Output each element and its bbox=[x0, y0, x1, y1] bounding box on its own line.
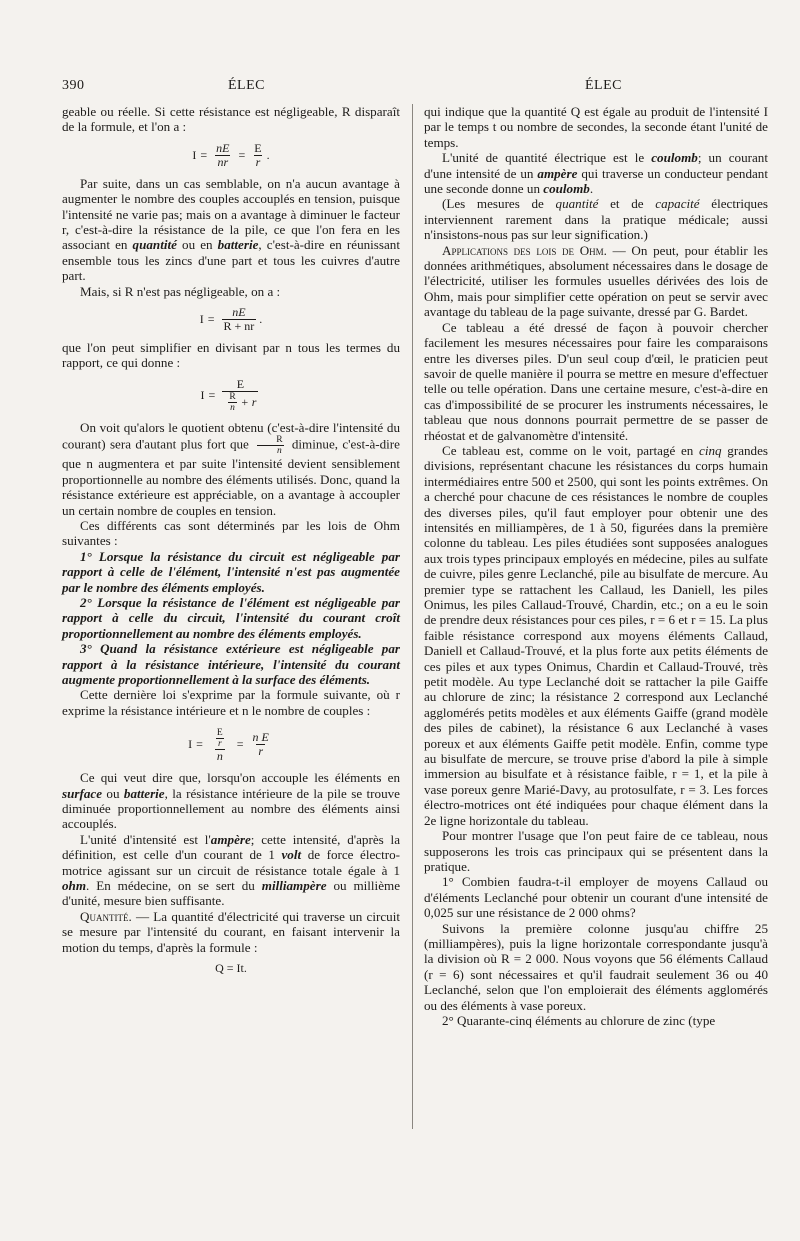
formula-lhs: I bbox=[192, 147, 197, 162]
right-headword: ÉLEC bbox=[585, 78, 622, 93]
paragraph: Quantité. — La quantité d'électricité qui traverse un circuit se mesure par l'intensité du courant, en faisant intervenir la motion du temps, d'après la formule : bbox=[62, 908, 400, 955]
paragraph: Ce qui veut dire que, lorsqu'on accouple les éléments en surface ou batterie, la résistance intérieure de la pile se trouve diminuée proportionnellement au nombre des éléments ainsi accouplés. bbox=[62, 770, 400, 832]
paragraph: Mais, si R n'est pas négligeable, on a : bbox=[80, 283, 281, 299]
formula-numerator: nE bbox=[216, 140, 230, 155]
formula-numerator: E bbox=[254, 140, 262, 155]
paragraph: Suivons la première colonne jusqu'au chiffre 25 (milliampères), puis la ligne horizontale correspondante jusqu'à la division où R = 2 000. Nous voyons que 56 éléments Callaud (r = 6) sont nécessaires et qu'il faudrait seulement 36 ou 40 Leclanché, selon que l'on emploierait des éléments agglomérés ou des éléments à vase poreux. bbox=[424, 920, 768, 1013]
paragraph: 1° Combien faudra-t-il employer de moyens Callaud ou d'éléments Leclanché pour obtenir un courant d'une intensité de 0,025 sur une résistance de 2 000 ohms? bbox=[424, 874, 768, 921]
paragraph: Pour montrer l'usage que l'on peut faire de ce tableau, nous supposerons les trois cas principaux qui se présentent dans la pratique. bbox=[424, 828, 768, 874]
page-number: 390 bbox=[62, 78, 85, 93]
paragraph: que l'on peut simplifier en divisant par n tous les termes du rapport, ce qui donne : bbox=[62, 340, 400, 371]
paragraph: L'unité d'intensité est l'ampère; cette intensité, d'après la définition, est celle d'un courant de 1 volt de force électro-motrice agissant sur un circuit de résistance totale égale à 1 ohm. En médecine, on se sert du milliampère ou millième d'unité, mesure bien suffisante. bbox=[62, 831, 401, 909]
paragraph: On voit qu'alors le quotient obtenu (c'est-à-dire l'intensité du courant) sera d'autant plus fort que $\frac{R}{n}$ diminue, c'est-à-dire que n augmentera et par suite l'intensité devient sensiblement proportionnelle au nombre des éléments utilisés. Donc, quand la résistance extérieure est appréciable, on a avantage à accoupler un certain nombre de couples en tension. bbox=[62, 419, 400, 518]
paragraph: geable ou réelle. Si cette résistance est négligeable, R disparaît de la formule, et l'on a : bbox=[62, 104, 400, 135]
paragraph: Ce tableau est, comme on le voit, partagé en cinq grandes divisions, représentant chacune les résistances du corps humain intermédiaires entre 500 et 2500, qui sont les points extrêmes. On a cherché pour chacune de ces résistances le nombre de couples des diverses piles, qu'il faut employer pour obtenir une des intensités en milliampères, de 1 à 50, figurées dans la première colonne du tableau. Les piles étudiées sont supposées analogues aux trois types principaux employés en médecine, piles au sulfate de cuivre, piles genre Leclanché, pile au bisulfate de mercure. Au premier type se rattachent les Callaud, les Daniell, les piles Onimus, les piles Callaud-Trouvé, Chardin, etc.; on a eu le soin de prendre deux résistances pour ces piles, r = 6 et r = 15. La plus faible résistance correspond aux moyens éléments Callaud, Daniell et Callaud-Trouvé, et la plus forte aux petits éléments de ces piles et aux types Onimus, Chardin et Callaud-Trouvé, très petit modèle. Au type Leclanché doit se rattacher la pile Gaiffe au chlorure de zinc; la résistance 2 correspond aux Leclanché agglomérés petits modèles et aux éléments Gaiffe (grand modèle des piles de cabinet), la résistance 6 aux Leclanché à vases poreux et aux éléments Gaiffe petit modèle. Enfin, comme type au bisulfate de mercure, se trouve prise d'abord la pile à simple immersion au bisulfate et à résistance faible, r = 1, et la pile à vase poreux genre Marié-Davy, au protosulfate, r = 3. Les forces électro-motrices ont été indiquées pour chaque élément dans la 2e ligne horizontale du tableau. bbox=[424, 442, 769, 828]
formula-3: I = E $\frac{R}{n}$ + r bbox=[200, 376, 257, 413]
column-divider bbox=[412, 104, 413, 1129]
section-heading: Applications des lois de Ohm. bbox=[442, 242, 607, 258]
section-heading: Quantité. bbox=[80, 908, 132, 924]
paragraph: 2° Quarante-cinq éléments au chlorure de zinc (type bbox=[442, 1012, 716, 1028]
ohm-law-1: 1° Lorsque la résistance du circuit est négligeable par rapport à celle de l'élément, l'intensité n'est pas augmentée par le nombre des éléments employés. bbox=[62, 548, 400, 595]
left-headword: ÉLEC bbox=[228, 78, 265, 93]
paragraph: Ce tableau a été dressé de façon à pouvoir chercher facilement les mesures nécessaires pour faire les comparaisons entre les diverses piles. D'un seul coup d'œil, le praticien peut savoir de quelle manière il pourra se mettre en mesure d'effectuer telle ou telle opération. Dans une certaine mesure, c'est-à-dire en cas d'impossibilité de se procurer les instruments nécessaires, le tableau que nous donnons pourrait permettre de se passer de rhéostat et de galvanomètre d'intensité. bbox=[424, 319, 768, 443]
formula-4: I = $\frac{\frac{E}{r}}{n}$ = $\frac{\text{n E}}{r}$ bbox=[188, 728, 269, 764]
left-column bbox=[62, 104, 400, 982]
paragraph: Cette dernière loi s'exprime par la formule suivante, où r exprime la résistance intérieure et n le nombre de couples : bbox=[62, 687, 400, 718]
paragraph: L'unité de quantité électrique est le coulomb; un courant d'une intensité de un ampère qui traverse un conducteur pendant une seconde donne un coulomb. bbox=[424, 150, 768, 197]
ohm-law-3: 3° Quand la résistance extérieure est négligeable par rapport à la résistance intérieure, l'intensité du courant augmente proportionnellement à la surface des éléments. bbox=[62, 641, 400, 687]
paragraph: Ces différents cas sont déterminés par les lois de Ohm suivantes : bbox=[62, 517, 400, 549]
paragraph: Applications des lois de Ohm. — On peut, pour établir les données arithmétiques, absolument nécessaires dans le dosage de l'électricité, utiliser les formules usuelles dérivées des lois de Ohm, mais pour simplifier cette opération on peut se servir avec avantage du tableau de la page suivante, dressé par G. Bardet. bbox=[424, 242, 768, 320]
formula-1: I = $\frac{nE}{nr}$ = $\frac{E}{r}$ . bbox=[192, 140, 270, 169]
formula-2: I = $\frac{nE}{R + nr}$ . bbox=[199, 305, 263, 334]
paragraph: Par suite, dans un cas semblable, on n'a aucun avantage à augmenter le nombre des couples accouplés en tension, puisque l'intensité ne varie pas; mais on a avantage à diminuer le facteur r, c'est-à-dire la résistance de la pile, ce que l'on fera en les associant en quantité ou en batterie, c'est-à-dire en réunissant ensemble tous les zincs d'une part et tous les cuivres d'autre part. bbox=[62, 175, 400, 284]
formula-denominator: r bbox=[255, 154, 261, 169]
right-column bbox=[424, 104, 768, 1028]
formula-denominator: nr bbox=[217, 154, 229, 169]
paragraph: (Les mesures de quantité et de capacité électriques interviennent rarement dans la pratique médicale; aussi n'insistons-nous pas sur leur signification.) bbox=[424, 196, 769, 243]
paragraph: qui indique que la quantité Q est égale au produit de l'intensité I par le temps t ou nombre de secondes, la seconde étant l'unité de temps. bbox=[424, 104, 768, 150]
formula-5: Q = It. bbox=[215, 961, 247, 976]
ohm-law-2: 2° Lorsque la résistance de l'élément est négligeable par rapport à celle du circuit, l'intensité du courant croît proportionnellement au nombre des éléments employés. bbox=[62, 594, 400, 641]
